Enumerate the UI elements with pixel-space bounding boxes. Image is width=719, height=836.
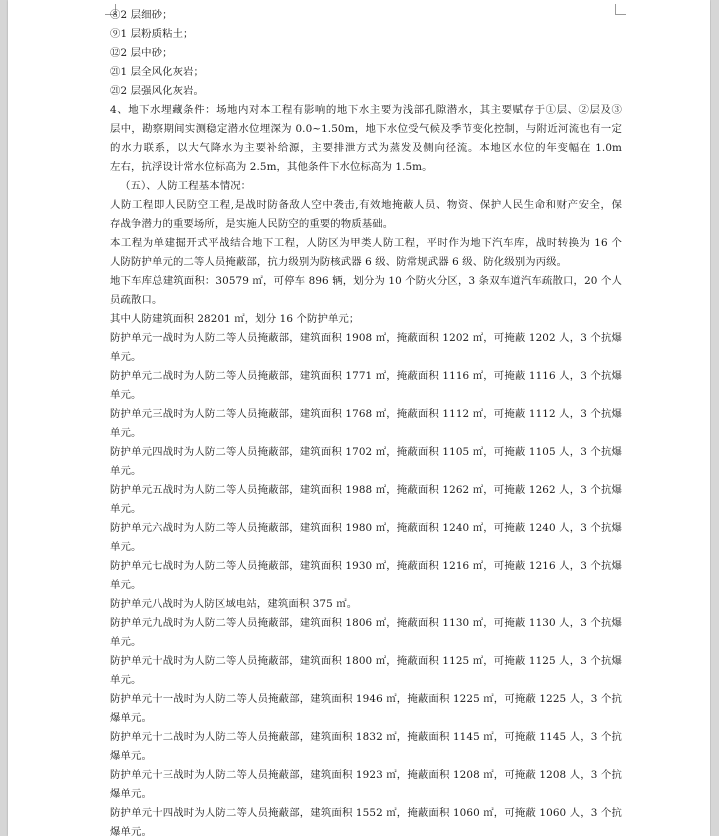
text-line: 防护单元七战时为人防二等人员掩蔽部，建筑面积 1930 ㎡，掩蔽面积 1216 ㎡，可掩蔽 1216 人，3 个抗爆 xyxy=(110,560,622,572)
text-line: 人防工程即人民防空工程,是战时防备敌人空中袭击,有效地掩蔽人员、物资、保护人民生命和财产安全，保 xyxy=(110,199,622,211)
text-line: 单元。 xyxy=(110,389,142,401)
text-line: 单元。 xyxy=(110,579,142,591)
text-line: 单元。 xyxy=(110,636,142,648)
text-line: ㉑2 层强风化灰岩。 xyxy=(110,85,205,97)
text-line: 防护单元一战时为人防二等人员掩蔽部，建筑面积 1908 ㎡，掩蔽面积 1202 ㎡，可掩蔽 1202 人，3 个抗爆 xyxy=(110,332,622,344)
text-line: 的水力联系，以大气降水为主要补给源，主要排泄方式为蒸发及侧向径流。本地区水位的年变幅在 1.0m xyxy=(110,142,622,154)
text-line: 防护单元二战时为人防二等人员掩蔽部，建筑面积 1771 ㎡，掩蔽面积 1116 ㎡，可掩蔽 1116 人，3 个抗爆 xyxy=(110,370,622,382)
text-line: 防护单元五战时为人防二等人员掩蔽部，建筑面积 1988 ㎡，掩蔽面积 1262 ㎡，可掩蔽 1262 人，3 个抗爆 xyxy=(110,484,622,496)
text-line: 人防防护单元的二等人员掩蔽部，抗力级别为防核武器 6 级、防常规武器 6 级、防化级别为丙级。 xyxy=(110,256,568,268)
text-line: 单元。 xyxy=(110,465,142,477)
text-line: 爆单元。 xyxy=(110,750,152,762)
text-line: 其中人防建筑面积 28201 ㎡，划分 16 个防护单元； xyxy=(110,313,360,325)
text-line: 防护单元十战时为人防二等人员掩蔽部，建筑面积 1800 ㎡，掩蔽面积 1125 ㎡，可掩蔽 1125 人，3 个抗爆 xyxy=(110,655,622,667)
text-line: 防护单元八战时为人防区域电站，建筑面积 375 ㎡。 xyxy=(110,598,358,610)
text-line: 爆单元。 xyxy=(110,712,152,724)
text-line: 单元。 xyxy=(110,674,142,686)
text-line: 本工程为单建掘开式平战结合地下工程，人防区为甲类人防工程，平时作为地下汽车库，战时转换为 16 个 xyxy=(110,237,622,249)
text-line: ⑨1 层粉质粘土； xyxy=(110,28,194,40)
document-body[interactable] xyxy=(110,6,622,836)
text-line: 爆单元。 xyxy=(110,826,152,836)
text-line: 防护单元十二战时为人防二等人员掩蔽部，建筑面积 1832 ㎡，掩蔽面积 1145 ㎡，可掩蔽 1145 人，3 个抗 xyxy=(110,731,622,743)
text-line: 单元。 xyxy=(110,427,142,439)
text-line: 爆单元。 xyxy=(110,788,152,800)
text-line: 防护单元三战时为人防二等人员掩蔽部，建筑面积 1768 ㎡，掩蔽面积 1112 ㎡，可掩蔽 1112 人，3 个抗爆 xyxy=(110,408,622,420)
document-page xyxy=(8,0,710,836)
text-line: 存战争潜力的重要场所，是实施人民防空的重要的物质基础。 xyxy=(110,218,394,230)
text-line: 防护单元十四战时为人防二等人员掩蔽部，建筑面积 1552 ㎡，掩蔽面积 1060 ㎡，可掩蔽 1060 人，3 个抗 xyxy=(110,807,622,819)
text-line: （五）、人防工程基本情况： xyxy=(120,180,252,192)
text-line: ㉑1 层全风化灰岩； xyxy=(110,66,205,78)
window-edge xyxy=(711,0,719,836)
text-line: 单元。 xyxy=(110,541,142,553)
text-line: 单元。 xyxy=(110,351,142,363)
text-line: 左右，抗浮设计常水位标高为 2.5m，其他条件下水位标高为 1.5m。 xyxy=(110,161,433,173)
text-line: ⑫2 层中砂； xyxy=(110,47,173,59)
text-line: 层中，勘察期间实测稳定潜水位埋深为 0.0~1.50m，地下水位受气候及季节变化控制，与附近河流也有一定 xyxy=(110,123,622,135)
text-line: 4、地下水埋藏条件：场地内对本工程有影响的地下水主要为浅部孔隙潜水，其主要赋存于①层、②层及③ xyxy=(110,104,622,116)
text-line: 单元。 xyxy=(110,503,142,515)
text-line: 防护单元十一战时为人防二等人员掩蔽部，建筑面积 1946 ㎡，掩蔽面积 1225 ㎡，可掩蔽 1225 人，3 个抗 xyxy=(110,693,622,705)
text-line: 地下车库总建筑面积：30579 ㎡，可停车 896 辆，划分为 10 个防火分区，3 条双车道汽车疏散口，20 个人 xyxy=(110,275,622,287)
text-line: 员疏散口。 xyxy=(110,294,163,306)
text-line: 防护单元十三战时为人防二等人员掩蔽部，建筑面积 1923 ㎡，掩蔽面积 1208 ㎡，可掩蔽 1208 人，3 个抗 xyxy=(110,769,622,781)
text-line: ⑧2 层细砂； xyxy=(110,9,173,21)
text-line: 防护单元四战时为人防二等人员掩蔽部，建筑面积 1702 ㎡，掩蔽面积 1105 ㎡，可掩蔽 1105 人，3 个抗爆 xyxy=(110,446,622,458)
text-line: 防护单元六战时为人防二等人员掩蔽部，建筑面积 1980 ㎡，掩蔽面积 1240 ㎡，可掩蔽 1240 人，3 个抗爆 xyxy=(110,522,622,534)
text-line: 防护单元九战时为人防二等人员掩蔽部，建筑面积 1806 ㎡，掩蔽面积 1130 ㎡，可掩蔽 1130 人，3 个抗爆 xyxy=(110,617,622,629)
